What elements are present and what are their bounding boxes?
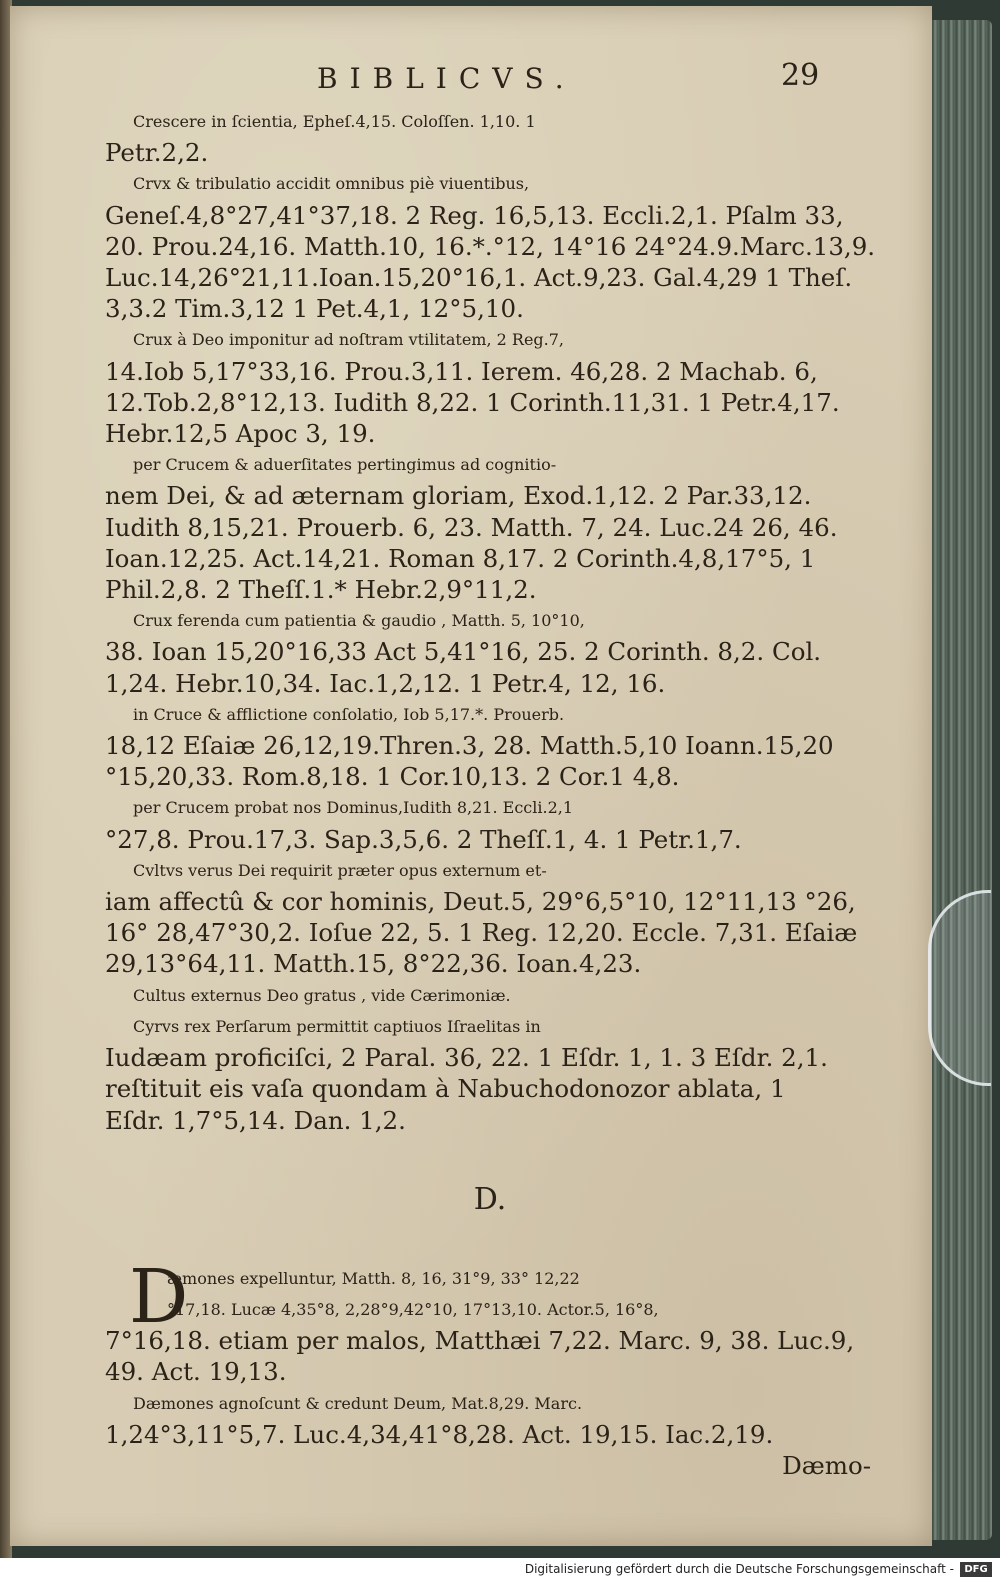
drop-cap: D: [129, 1253, 189, 1340]
entry-line: °15,20,33. Rom.8,18. 1 Cor.10,13. 2 Cor.1 4,8.: [105, 762, 680, 792]
entry-line: nem Dei, & ad æternam gloriam, Exod.1,12. 2 Par.33,12.: [105, 481, 812, 511]
dfg-logo: DFG: [960, 1562, 992, 1577]
entry-line: reſtituit eis vaſa quondam à Nabuchodonozor ablata, 1: [105, 1074, 786, 1104]
entry-line: Iudith 8,15,21. Prouerb. 6, 23. Matth. 7, 24. Luc.24 26, 46.: [105, 512, 838, 542]
entry-line: 3,3.2 Tim.3,12 1 Pet.4,1, 12°5,10.: [105, 294, 524, 324]
index-entry: [105, 106, 875, 168]
entry-line: 16° 28,47°30,2. Ioſue 22, 5. 1 Reg. 12,20. Eccle. 7,31. Eſaiæ: [105, 918, 858, 948]
index-entry: [105, 699, 875, 793]
entry-line: °17,18. Lucæ 4,35°8, 2,28°9,42°10, 17°13,10. Actor.5, 16°8,: [167, 1299, 659, 1319]
page-number: 29: [781, 58, 820, 93]
entry-line: Hebr.12,5 Apoc 3, 19.: [105, 419, 376, 449]
entry-line: 18,12 Eſaiæ 26,12,19.Thren.3, 28. Matth.5,10 Ioann.15,20: [105, 731, 834, 761]
entry-line: Phil.2,8. 2 Theſſ.1.* Hebr.2,9°11,2.: [105, 575, 537, 605]
entry-line: Cvltvs verus Dei requirit præter opus externum et-: [133, 860, 547, 880]
entry-line: 38. Ioan 15,20°16,33 Act 5,41°16, 25. 2 Corinth. 8,2. Col.: [105, 637, 822, 667]
entry-line: per Crucem probat nos Dominus,Iudith 8,21. Eccli.2,1: [133, 798, 574, 818]
entry-line: Cyrvs rex Perſarum permittit captiuos Iſraelitas in: [133, 1016, 541, 1036]
entry-line: 12.Tob.2,8°12,13. Iudith 8,22. 1 Corinth.11,31. 1 Petr.4,17.: [105, 387, 840, 417]
entry-line: per Crucem & aduerſitates pertingimus ad cognitio-: [133, 455, 557, 475]
index-entry: [105, 605, 875, 699]
entry-line: 1,24. Hebr.10,34. Iac.1,2,12. 1 Petr.4, 12, 16.: [105, 668, 666, 698]
page-clip: [928, 890, 991, 1086]
page-content: [105, 58, 876, 1481]
entry-list: [105, 106, 875, 1136]
entry-line: Crvx & tribulatio accidit omnibus piè viuentibus,: [133, 174, 530, 194]
entry-line: Geneſ.4,8°27,41°37,18. 2 Reg. 16,5,13. Eccli.2,1. Pſalm 33,: [105, 200, 844, 230]
entry-line: Petr.2,2.: [105, 138, 209, 168]
entry-line: Dæmones agnoſcunt & credunt Deum, Mat.8,29. Marc.: [133, 1393, 583, 1413]
entry-line: °27,8. Prou.17,3. Sap.3,5,6. 2 Theſſ.1, 4. 1 Petr.1,7.: [105, 824, 742, 854]
entry-daemones-agnoscunt: [105, 1388, 875, 1450]
digitization-footer: [0, 1558, 1000, 1583]
entry-line: Crux ferenda cum patientia & gaudio , Matth. 5, 10°10,: [133, 611, 585, 631]
entry-line: Crescere in ſcientia, Epheſ.4,15. Coloſſen. 1,10. 1: [133, 112, 536, 131]
page-header: [105, 58, 875, 106]
entry-line: Eſdr. 1,7°5,14. Dan. 1,2.: [105, 1105, 406, 1135]
index-entry: [105, 855, 875, 980]
index-entry: [105, 1011, 875, 1136]
running-title: BIBLICVS.: [317, 62, 576, 95]
book-page: [10, 6, 932, 1546]
index-entry: [105, 980, 875, 1011]
entry-line: 29,13°64,11. Matth.15, 8°22,36. Ioan.4,23.: [105, 949, 642, 979]
entry-line: 7°16,18. etiam per malos, Matthæi 7,22. Marc. 9, 38. Luc.9,: [105, 1326, 855, 1356]
entry-line: Ioan.12,25. Act.14,21. Roman 8,17. 2 Corinth.4,8,17°5, 1: [105, 543, 816, 573]
entry-line: Crux à Deo imponitur ad noſtram vtilitatem, 2 Reg.7,: [133, 330, 565, 350]
entry-line: 20. Prou.24,16. Matth.10, 16.*.°12, 14°16 24°24.9.Marc.13,9.: [105, 231, 876, 261]
entry-line: 49. Act. 19,13.: [105, 1357, 287, 1387]
entry-line: Cultus externus Deo gratus , vide Cærimoniæ.: [133, 985, 511, 1005]
entry-line: 1,24°3,11°5,7. Luc.4,34,41°8,28. Act. 19,15. Iac.2,19.: [105, 1419, 774, 1449]
section-letter: D.: [473, 1181, 507, 1217]
funding-credit: Digitalisierung gefördert durch die Deutsche Forschungsgemeinschaft -: [524, 1562, 954, 1576]
entry-line: Iudæam proficiſci, 2 Paral. 36, 22. 1 Eſdr. 1, 1. 3 Eſdr. 2,1.: [105, 1043, 828, 1073]
page-fore-edge: [930, 20, 992, 1540]
entry-line: 14.Iob 5,17°33,16. Prou.3,11. Ierem. 46,28. 2 Machab. 6,: [105, 356, 818, 386]
index-entry: [105, 168, 875, 324]
entry-daemones-expelluntur: [105, 1253, 875, 1388]
entry-line: iam affectû & cor hominis, Deut.5, 29°6,5°10, 12°11,13 °26,: [105, 887, 856, 917]
catchword: Dæmo-: [782, 1450, 871, 1480]
index-entry: [105, 324, 875, 449]
index-entry: [105, 449, 875, 605]
entry-line: Luc.14,26°21,11.Ioan.15,20°16,1. Act.9,23. Gal.4,29 1 Theſ.: [105, 263, 853, 293]
entry-line: in Cruce & afflictione conſolatio, Iob 5,17.*. Prouerb.: [133, 704, 565, 724]
index-entry: [105, 792, 875, 854]
entry-line: æmones expelluntur, Matth. 8, 16, 31°9, 33° 12,22: [167, 1268, 580, 1288]
